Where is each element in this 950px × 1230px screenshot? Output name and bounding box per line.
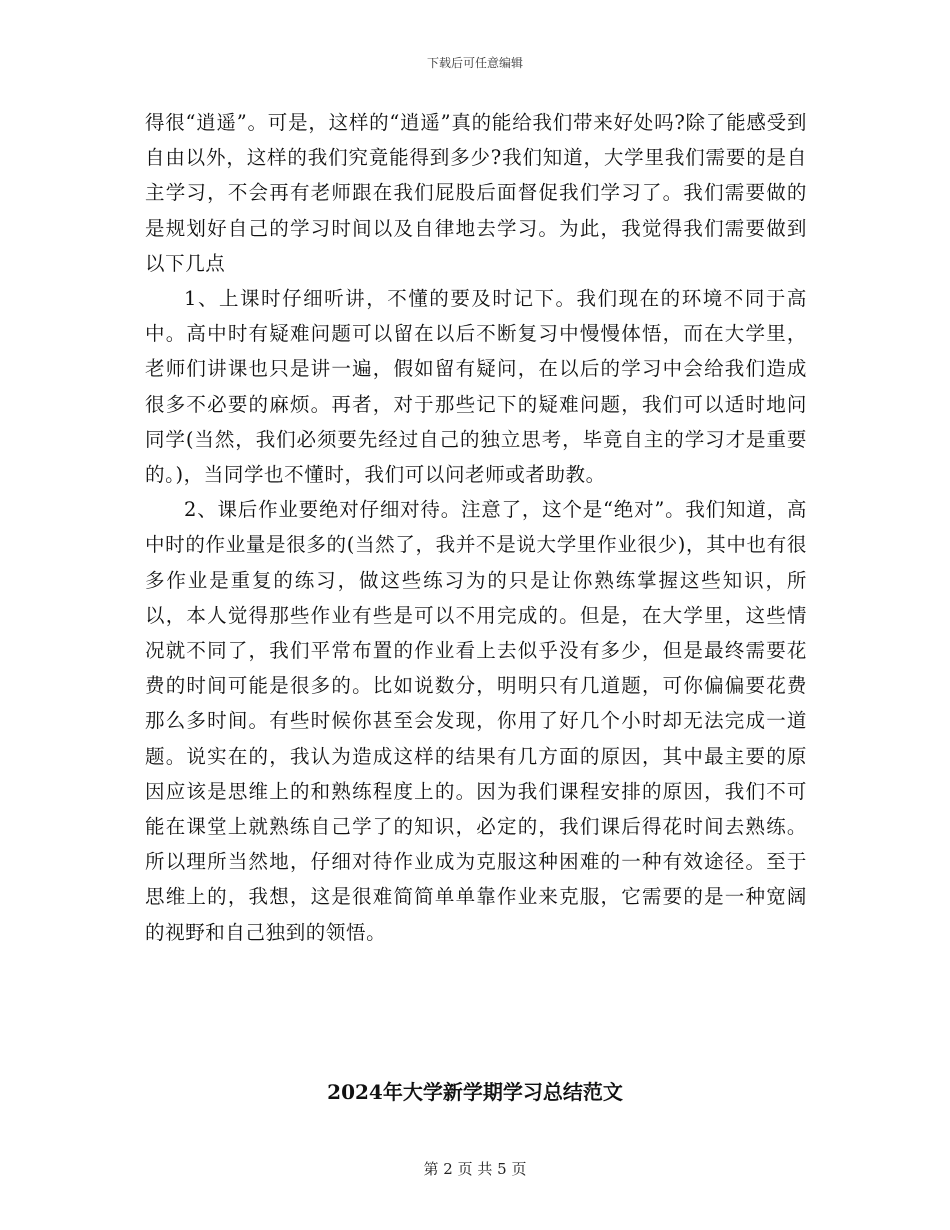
document-body [145,105,807,950]
paragraph-point-2: 2、课后作业要绝对仔细对待。注意了，这个是“绝对”。我们知道，高中时的作业量是很多的(当然了，我并不是说大学里作业很少)，其中也有很多作业是重复的练习，做这些练习为的只是让你熟练掌握这些知识，所以，本人觉得那些作业有些是可以不用完成的。但是，在大学里，这些情况就不同了，我们平常布置的作业看上去似乎没有多少，但是最终需要花费的时间可能是很多的。比如说数分，明明只有几道题，可你偏偏要花费那么多时间。有些时候你甚至会发现，你用了好几个小时却无法完成一道题。说实在的，我认为造成这样的结果有几方面的原因，其中最主要的原因应该是思维上的和熟练程度上的。因为我们课程安排的原因，我们不可能在课堂上就熟练自己学了的知识，必定的，我们课后得花时间去熟练。所以理所当然地，仔细对待作业成为克服这种困难的一种有效途径。至于思维上的，我想，这是很难简简单单靠作业来克服，它需要的是一种宽阔的视野和自己独到的领悟。 [145,498,807,944]
section-title: 2024年大学新学期学习总结范文 [327,1080,623,1104]
page-header-note: 下载后可任意编辑 [426,56,523,70]
paragraph-continuation: 得很“逍遥”。可是，这样的“逍遥”真的能给我们带来好处吗?除了能感受到自由以外，这样的我们究竟能得到多少?我们知道，大学里我们需要的是自主学习，不会再有老师跟在我们屁股后面督促我们学习了。我们需要做的是规划好自己的学习时间以及自律地去学习。为此，我觉得我们需要做到以下几点 [145,111,807,275]
paragraph-point-1: 1、上课时仔细听讲，不懂的要及时记下。我们现在的环境不同于高中。高中时有疑难问题可以留在以后不断复习中慢慢体悟，而在大学里，老师们讲课也只是讲一遍，假如留有疑问，在以后的学习中会给我们造成很多不必要的麻烦。再者，对于那些记下的疑难问题，我们可以适时地问同学(当然，我们必须要先经过自己的独立思考，毕竟自主的学习才是重要的。)，当同学也不懂时，我们可以问老师或者助教。 [145,287,807,487]
page-footer-indicator: 第 2 页 共 5 页 [423,1160,527,1178]
